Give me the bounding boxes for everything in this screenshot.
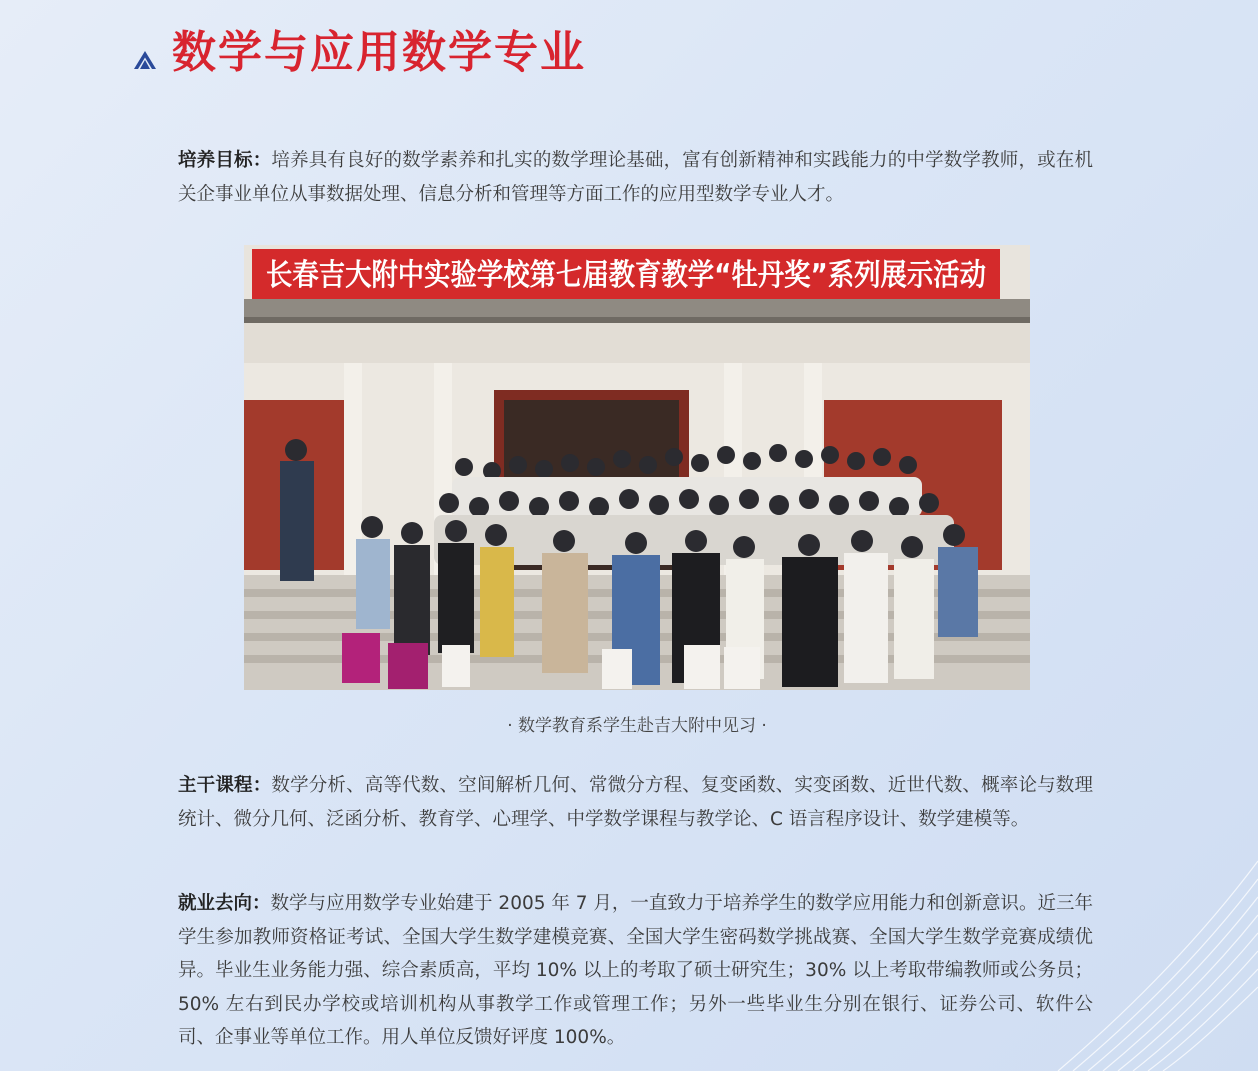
training-goal-text: 培养具有良好的数学素养和扎实的数学理论基础，富有创新精神和实践能力的中学数学教师，或在机关企事业单位从事数据处理、信息分析和管理等方面工作的应用型数学专业人才。: [178, 150, 1093, 205]
career-label: 就业去向：: [178, 893, 271, 914]
courses-label: 主干课程：: [178, 775, 272, 796]
photo-caption: · 数学教育系学生赴吉大附中见习 ·: [507, 716, 767, 736]
mountain-chevron-icon: [132, 49, 158, 71]
career-text: 数学与应用数学专业始建于 2005 年 7 月，一直致力于培养学生的数学应用能力和创新意识。近三年学生参加教师资格证考试、全国大学生数学建模竞赛、全国大学生密码数学挑战赛、全国大学生数学竞赛成绩优异。毕业生业务能力强、综合素质高，平均 10% 以上的考取了硕士研究生；30% 以上考取带编教师或公务员；50% 左右到民办学校或培训机构从事教学工作或管理工作；另外一些毕业生分别在银行、证券公司、软件公司、企事业等单位工作。用人单位反馈好评度 100%。: [178, 893, 1093, 1048]
group-photo: [244, 245, 1030, 690]
training-goal-paragraph: [178, 144, 1093, 211]
training-goal-label: 培养目标：: [178, 150, 272, 171]
section-header: [132, 24, 586, 82]
photo-banner-text: 长春吉大附中实验学校第七届教育教学“牡丹奖”系列展示活动: [266, 258, 986, 293]
courses-paragraph: [178, 769, 1093, 836]
career-paragraph: [178, 887, 1093, 1055]
page-title: 数学与应用数学专业: [172, 27, 586, 78]
courses-text: 数学分析、高等代数、空间解析几何、常微分方程、复变函数、实变函数、近世代数、概率论与数理统计、微分几何、泛函分析、教育学、心理学、中学数学课程与教学论、C 语言程序设计、数学建模等。: [178, 775, 1093, 830]
group-photo-illustration: [244, 245, 1030, 690]
